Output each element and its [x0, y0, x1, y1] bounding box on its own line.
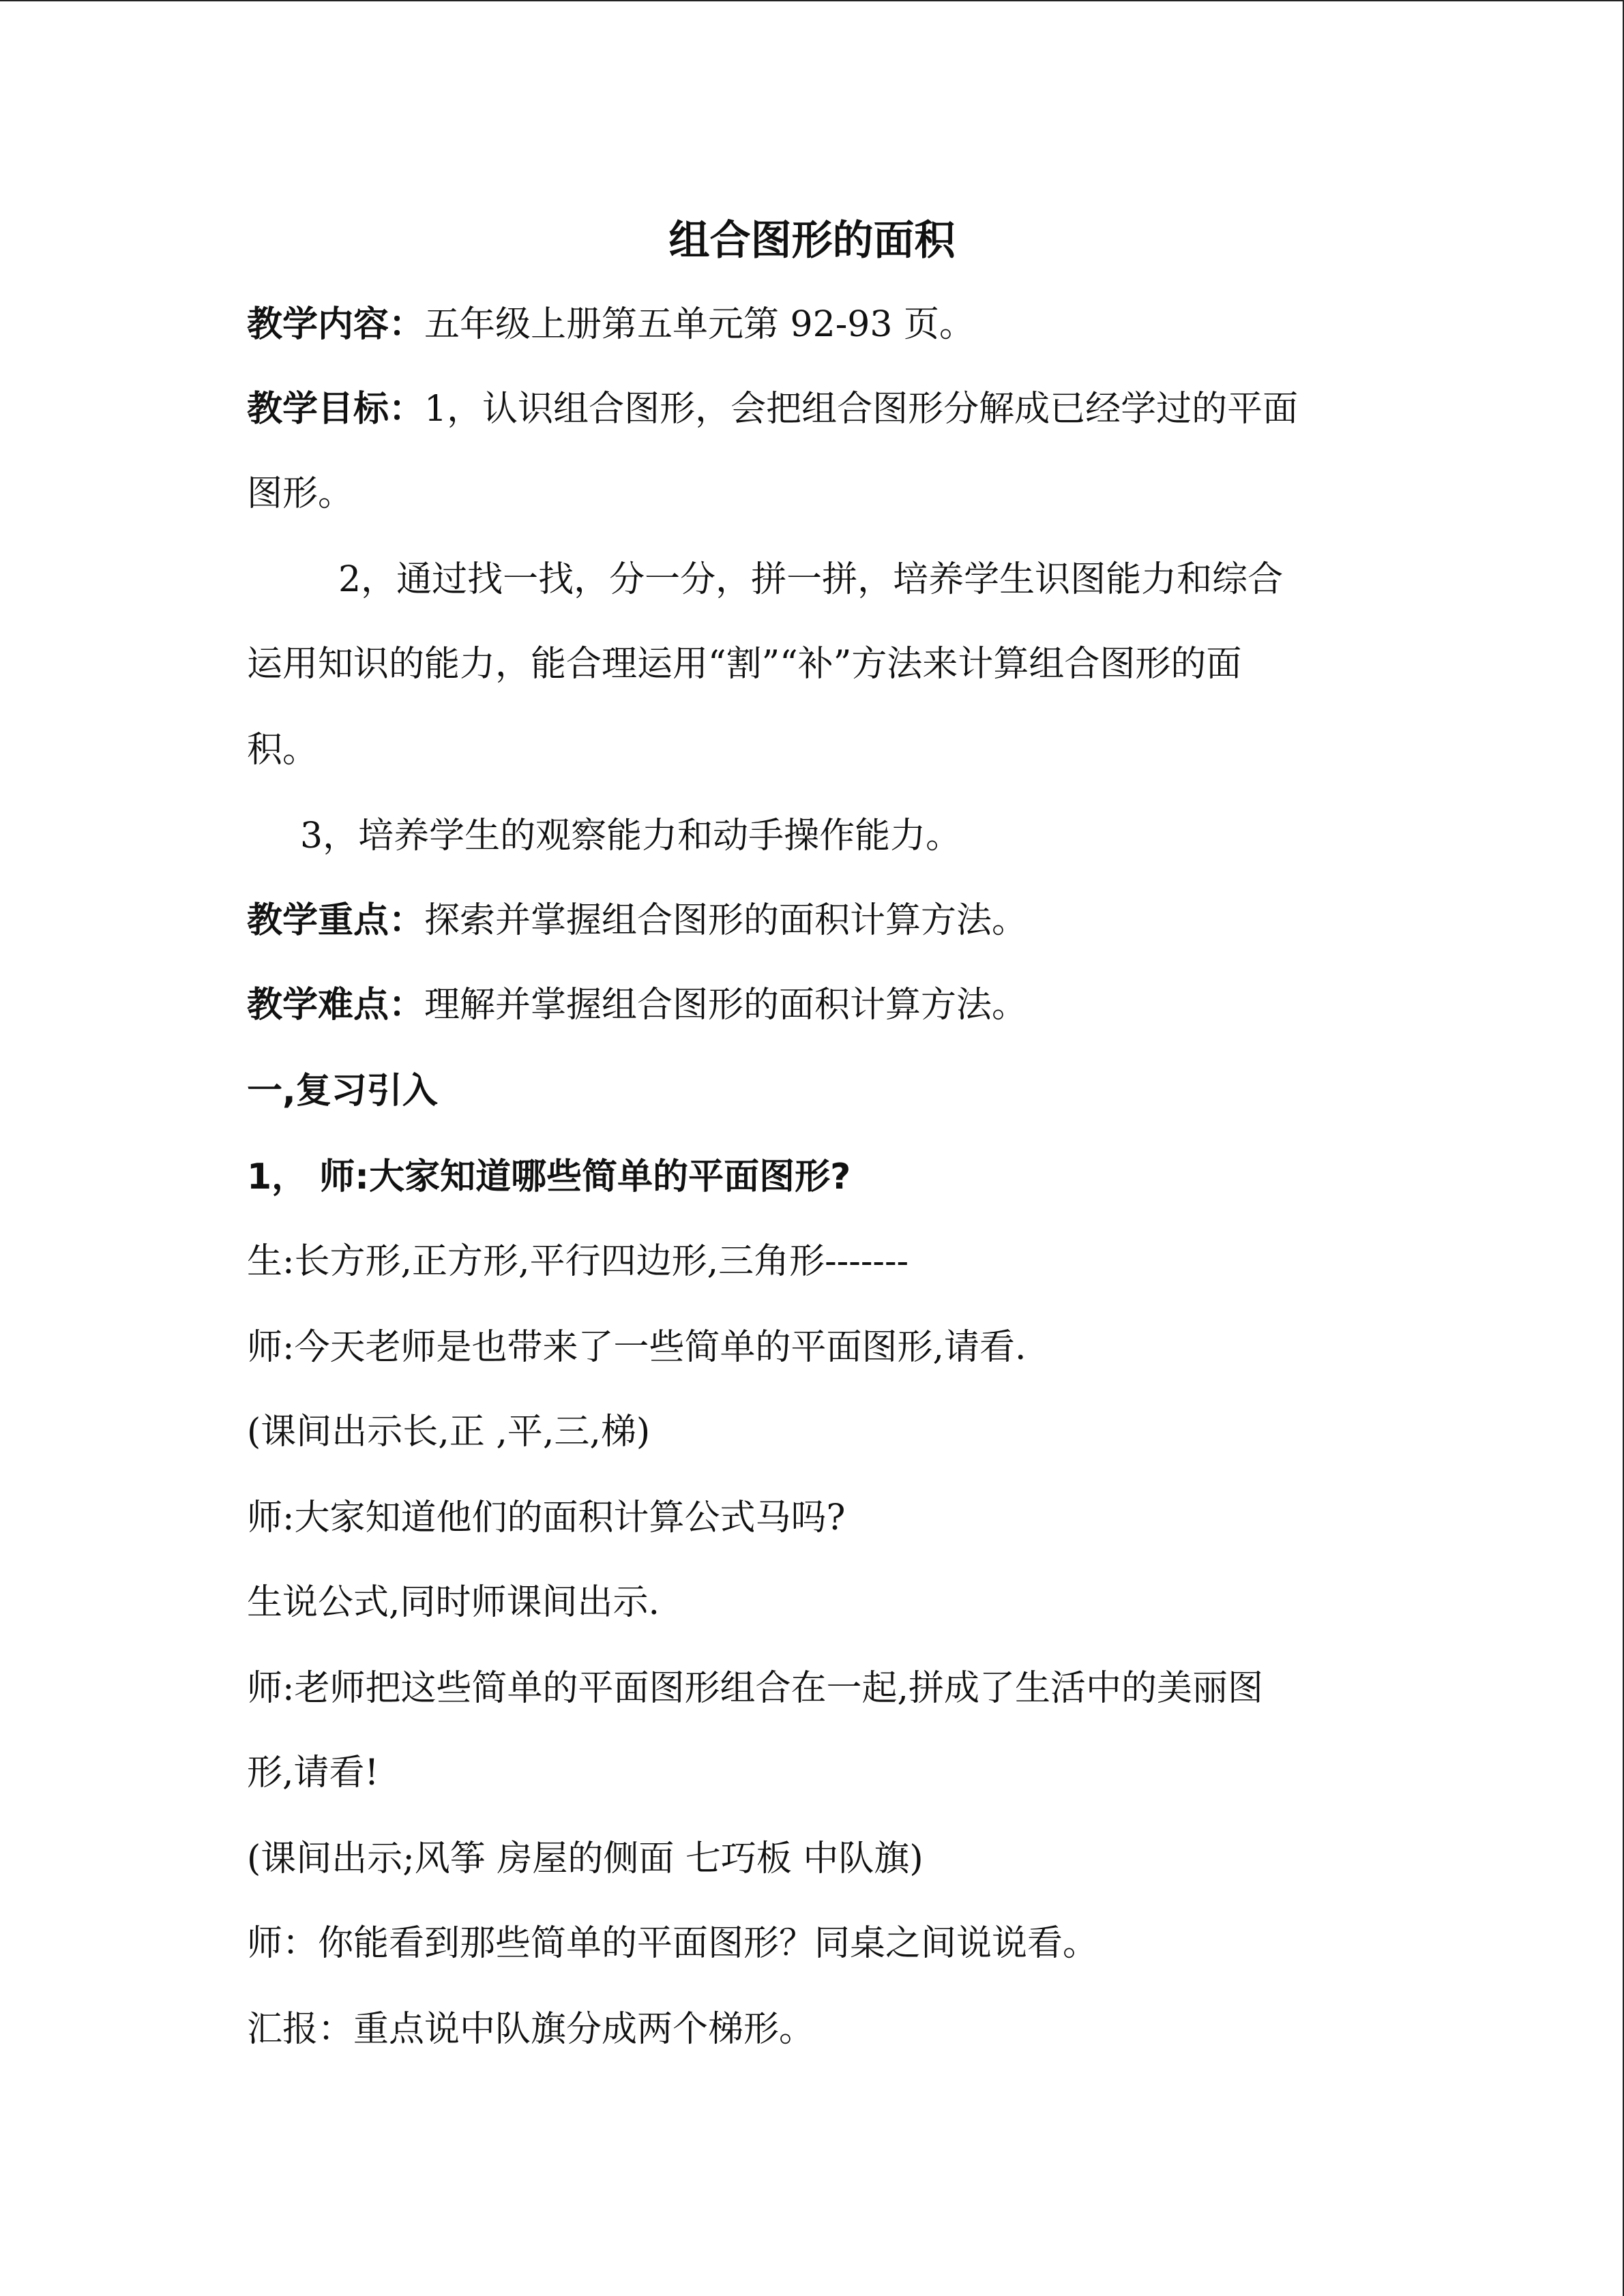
- question-1: 1， 师:大家知道哪些简单的平面图形?: [247, 1157, 851, 1197]
- key-point-label: 教学重点：: [247, 900, 425, 941]
- key-point-text: 探索并掌握组合图形的面积计算方法。: [424, 900, 1028, 941]
- difficulty-text: 理解并掌握组合图形的面积计算方法。: [424, 985, 1028, 1026]
- dialogue-line: 师:大家知道他们的面积计算公式马吗?: [247, 1497, 846, 1538]
- objective-2-line-2: 运用知识的能力，能合理运用“割”“补”方法来计算组合图形的面: [247, 644, 1242, 685]
- objectives-line-1: [247, 382, 1298, 436]
- objective-1-line-2: 图形。: [247, 473, 354, 514]
- objective-2-line-3: 积。: [247, 730, 319, 771]
- objective-2-line-1: 2，通过找一找，分一分，拼一拼，培养学生识图能力和综合: [338, 559, 1284, 600]
- objective-1-line-1: 1，认识组合图形，会把组合图形分解成已经学过的平面: [424, 389, 1299, 430]
- dialogue-line: 师:老师把这些简单的平面图形组合在一起,拼成了生活中的美丽图: [247, 1668, 1264, 1709]
- dialogue-line: 生:长方形,正方形,平行四边形,三角形-------: [247, 1241, 909, 1282]
- objectives-label: 教学目标：: [247, 389, 425, 430]
- document-title: 组合图形的面积: [668, 217, 956, 265]
- teaching-content-text: 五年级上册第五单元第 92-93 页。: [424, 304, 975, 345]
- dialogue-line: 形,请看!: [247, 1753, 379, 1793]
- dialogue-line: (课间出示;风筝 房屋的侧面 七巧板 中队旗): [247, 1838, 924, 1879]
- dialogue-line: 生说公式,同时师课间出示.: [247, 1582, 660, 1623]
- dialogue-line: 汇报：重点说中队旗分成两个梯形。: [247, 2009, 815, 2050]
- difficulty-line: [247, 978, 1027, 1032]
- key-point-line: [247, 893, 1027, 948]
- teaching-content-line: [247, 297, 975, 352]
- dialogue-line: 师:今天老师是也带来了一些简单的平面图形,请看.: [247, 1327, 1027, 1368]
- dialogue-line: 师：你能看到那些简单的平面图形？同桌之间说说看。: [247, 1923, 1099, 1964]
- section-review-heading: 一,复习引入: [247, 1071, 438, 1112]
- dialogue-line: (课间出示长,正 ,平,三,梯): [247, 1412, 651, 1452]
- objective-3: 3，培养学生的观察能力和动手操作能力。: [300, 816, 962, 856]
- difficulty-label: 教学难点：: [247, 985, 425, 1026]
- teaching-content-label: 教学内容：: [247, 304, 425, 345]
